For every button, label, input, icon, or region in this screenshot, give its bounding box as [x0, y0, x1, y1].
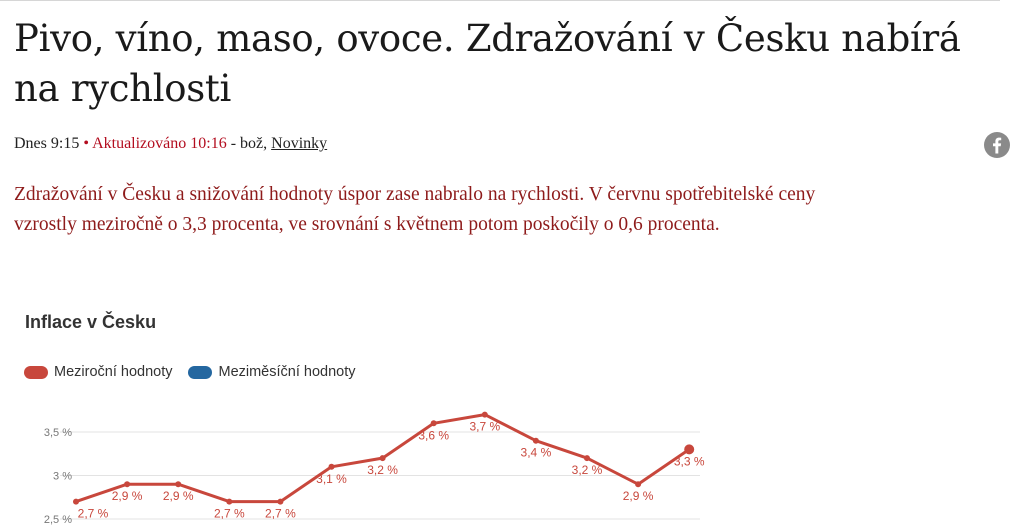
- legend-item-mom[interactable]: [188, 364, 355, 380]
- y-tick-label: 3,5 %: [43, 427, 72, 439]
- data-point[interactable]: [124, 481, 130, 487]
- data-point[interactable]: [73, 499, 79, 505]
- legend-item-yoy[interactable]: [24, 364, 172, 380]
- data-point[interactable]: [380, 455, 386, 461]
- data-point[interactable]: [226, 499, 232, 505]
- chart-legend: [24, 364, 356, 380]
- data-label: 3,4 %: [520, 445, 552, 460]
- legend-label-yoy: Meziroční hodnoty: [54, 364, 173, 380]
- inflation-chart: [0, 410, 1024, 529]
- y-tick-label: 3 %: [53, 470, 72, 483]
- y-tick-label: 2,5 %: [43, 514, 72, 526]
- data-point[interactable]: [329, 464, 335, 470]
- data-point[interactable]: [533, 438, 539, 444]
- data-point[interactable]: [175, 481, 181, 487]
- meta-separator: •: [83, 135, 89, 152]
- data-label: 2,9 %: [622, 489, 654, 504]
- data-point[interactable]: [584, 455, 590, 461]
- data-point[interactable]: [482, 412, 488, 418]
- data-point[interactable]: [684, 444, 694, 454]
- data-label: 2,9 %: [111, 489, 143, 504]
- legend-swatch-yoy: [24, 366, 48, 379]
- article-meta: [14, 135, 327, 153]
- data-point[interactable]: [635, 481, 641, 487]
- author: - bož,: [230, 135, 268, 152]
- data-label: 2,7 %: [265, 506, 296, 521]
- legend-swatch-mom: [188, 366, 212, 379]
- article-headline: Pivo, víno, maso, ovoce. Zdražování v Česku nabírá na rychlosti: [14, 17, 961, 110]
- data-label: 2,7 %: [213, 506, 245, 521]
- data-point[interactable]: [277, 499, 283, 505]
- data-label: 3,7 %: [469, 419, 501, 434]
- updated-time: Aktualizováno 10:16: [92, 135, 227, 152]
- chart-title: Inflace v Česku: [25, 312, 157, 332]
- legend-label-mom: Meziměsíční hodnoty: [218, 364, 356, 380]
- data-label: 3,6 %: [418, 428, 450, 443]
- data-label: 3,2 %: [367, 463, 398, 478]
- data-label: 3,2 %: [571, 463, 603, 478]
- data-label: 2,9 %: [162, 489, 194, 504]
- data-point[interactable]: [431, 420, 437, 426]
- data-label: 3,1 %: [316, 471, 347, 486]
- published-time: Dnes 9:15: [14, 135, 80, 152]
- data-label: 2,7 %: [77, 506, 109, 521]
- facebook-icon[interactable]: [984, 132, 1010, 158]
- source-link[interactable]: Novinky: [271, 135, 328, 152]
- data-label: 3,3 %: [673, 454, 705, 469]
- top-divider: [0, 0, 1000, 1]
- article-perex: Zdražování v Česku a snižování hodnoty úspor zase nabralo na rychlosti. V červnu spotřebitelské ceny vzrostly meziročně o 3,3 procenta, ve srovnání s květnem potom poskočily o 0,6 procenta.: [14, 184, 816, 235]
